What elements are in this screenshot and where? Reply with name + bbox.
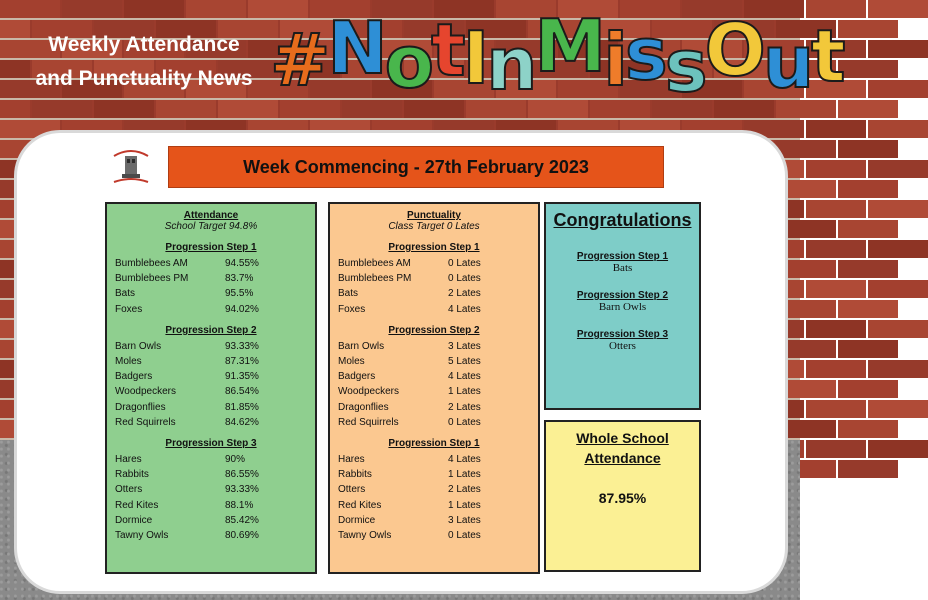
punctuality-row [338, 497, 530, 512]
attendance-row [115, 415, 307, 430]
punctuality-value: 1 Lates [448, 386, 481, 398]
brick [868, 120, 928, 138]
brick [0, 0, 60, 18]
attendance-row [115, 256, 307, 271]
attendance-value: 95.5% [225, 288, 254, 300]
congrats-class: Otters [609, 340, 636, 352]
week-commencing-banner: Week Commencing - 27th February 2023 [168, 146, 664, 188]
brick [838, 100, 898, 118]
class-name: Moles [115, 356, 142, 368]
brick [806, 200, 866, 218]
brick [868, 160, 928, 178]
brick [806, 280, 866, 298]
hashtag-letter: t [431, 8, 463, 92]
whole-school-title-line-1: Whole School [576, 430, 669, 446]
punctuality-row [338, 482, 530, 497]
brick [838, 180, 898, 198]
punctuality-step-heading: Progression Step 1 [388, 437, 480, 449]
brick [838, 60, 898, 78]
congrats-class: Bats [612, 262, 633, 274]
punctuality-row [338, 415, 530, 430]
class-name: Rabbits [338, 469, 372, 481]
brick [806, 120, 866, 138]
class-name: Bumblebees PM [338, 273, 412, 285]
class-name: Tawny Owls [338, 529, 392, 541]
class-name: Barn Owls [338, 340, 385, 352]
class-name: Hares [115, 453, 142, 465]
congrats-item [546, 251, 699, 274]
brick [806, 360, 866, 378]
whole-school-panel [544, 420, 701, 572]
class-name: Dragonflies [115, 401, 166, 413]
punctuality-value: 4 Lates [448, 371, 481, 383]
brick [124, 0, 184, 18]
attendance-row [115, 497, 307, 512]
brick [868, 280, 928, 298]
class-name: Tawny Owls [115, 529, 169, 541]
class-name: Woodpeckers [338, 386, 399, 398]
punctuality-value: 1 Lates [448, 469, 481, 481]
punctuality-row [338, 369, 530, 384]
punctuality-row [338, 384, 530, 399]
attendance-row [115, 286, 307, 301]
punctuality-value: 1 Lates [448, 499, 481, 511]
class-name: Red Squirrels [338, 416, 399, 428]
brick [838, 20, 898, 38]
attendance-value: 94.55% [225, 258, 259, 270]
brick [32, 100, 92, 118]
punctuality-row [338, 400, 530, 415]
heading-line-1: Weekly Attendance [48, 33, 240, 56]
class-name: Rabbits [115, 469, 149, 481]
punctuality-row [338, 271, 530, 286]
brick [838, 460, 898, 478]
punctuality-row [338, 256, 530, 271]
punctuality-title: Punctuality [407, 210, 461, 221]
congrats-step: Progression Step 2 [576, 290, 669, 301]
attendance-row [115, 339, 307, 354]
punctuality-value: 0 Lates [448, 529, 481, 541]
class-name: Dormice [115, 514, 153, 526]
attendance-value: 93.33% [225, 340, 259, 352]
punctuality-row [338, 302, 530, 317]
brick [868, 360, 928, 378]
class-name: Bats [115, 288, 136, 300]
hashtag-letter: n [486, 22, 535, 106]
punctuality-row [338, 286, 530, 301]
congrats-item [546, 290, 699, 313]
congratulations-title: Congratulations [553, 210, 692, 230]
brick [156, 100, 216, 118]
hashtag-letter: I [462, 16, 487, 100]
attendance-value: 86.54% [225, 386, 259, 398]
brick [868, 0, 928, 18]
congrats-class: Barn Owls [598, 301, 647, 313]
school-crest-icon [110, 146, 152, 186]
brick [868, 240, 928, 258]
brick [806, 240, 866, 258]
attendance-value: 93.33% [225, 484, 259, 496]
attendance-step-heading: Progression Step 2 [165, 324, 257, 336]
brick [838, 260, 898, 278]
congratulations-panel [544, 202, 701, 410]
brick [838, 140, 898, 158]
attendance-value: 90% [225, 453, 246, 465]
punctuality-groups [338, 242, 530, 543]
brick [62, 0, 122, 18]
attendance-value: 87.31% [225, 356, 259, 368]
congrats-step: Progression Step 1 [576, 251, 669, 262]
congrats-item [546, 329, 699, 352]
newsletter-heading [14, 28, 274, 96]
class-name: Foxes [115, 303, 143, 315]
punctuality-target: Class Target 0 Lates [388, 221, 480, 232]
brick [806, 320, 866, 338]
attendance-value: 83.7% [225, 273, 254, 285]
class-name: Red Kites [115, 499, 159, 511]
hashtag-letter: t [811, 14, 843, 98]
attendance-panel [105, 202, 317, 574]
whole-school-title-line-2: Attendance [584, 450, 661, 466]
class-name: Bumblebees AM [115, 258, 188, 270]
class-name: Dormice [338, 514, 376, 526]
punctuality-panel [328, 202, 540, 574]
hashtag-logo [270, 4, 843, 125]
attendance-row [115, 467, 307, 482]
attendance-value: 94.02% [225, 303, 259, 315]
brick [806, 400, 866, 418]
attendance-row [115, 271, 307, 286]
brick [806, 160, 866, 178]
hashtag-letter: i [603, 18, 625, 102]
hashtag-letter: M [534, 4, 604, 88]
hashtag-letter: s [624, 12, 665, 96]
brick [218, 100, 278, 118]
class-name: Barn Owls [115, 340, 162, 352]
attendance-row [115, 384, 307, 399]
hashtag-letter: u [762, 20, 812, 104]
attendance-value: 88.1% [225, 499, 254, 511]
attendance-value: 85.42% [225, 514, 259, 526]
class-name: Bumblebees AM [338, 258, 411, 270]
attendance-row [115, 354, 307, 369]
punctuality-value: 5 Lates [448, 356, 481, 368]
attendance-row [115, 513, 307, 528]
attendance-value: 81.85% [225, 401, 259, 413]
brick [838, 220, 898, 238]
punctuality-value: 2 Lates [448, 288, 481, 300]
hashtag-letter: s [664, 24, 705, 108]
attendance-row [115, 302, 307, 317]
attendance-value: 86.55% [225, 469, 259, 481]
punctuality-value: 4 Lates [448, 453, 481, 465]
class-name: Otters [338, 484, 366, 496]
attendance-row [115, 482, 307, 497]
brick [94, 100, 154, 118]
class-name: Red Kites [338, 499, 382, 511]
brick [0, 100, 30, 118]
punctuality-step-heading: Progression Step 1 [388, 242, 480, 253]
class-name: Red Squirrels [115, 416, 176, 428]
punctuality-value: 0 Lates [448, 258, 481, 270]
hashtag-letter: N [327, 6, 385, 90]
attendance-value: 84.62% [225, 416, 259, 428]
whole-school-value: 87.95% [598, 490, 647, 506]
punctuality-row [338, 452, 530, 467]
punctuality-value: 4 Lates [448, 303, 481, 315]
brick [776, 140, 836, 158]
brick [868, 440, 928, 458]
brick [868, 320, 928, 338]
punctuality-value: 2 Lates [448, 484, 481, 496]
attendance-row [115, 400, 307, 415]
brick [806, 440, 866, 458]
attendance-step-heading: Progression Step 1 [165, 242, 257, 253]
class-name: Woodpeckers [115, 386, 176, 398]
hashtag-letter: o [384, 20, 432, 104]
brick [868, 80, 928, 98]
class-name: Hares [338, 453, 365, 465]
punctuality-value: 0 Lates [448, 273, 481, 285]
attendance-row [115, 528, 307, 543]
hashtag-letter: O [704, 8, 763, 92]
brick [868, 40, 928, 58]
punctuality-row [338, 354, 530, 369]
brick [868, 400, 928, 418]
class-name: Bumblebees PM [115, 273, 189, 285]
punctuality-row [338, 339, 530, 354]
attendance-groups [115, 242, 307, 543]
punctuality-row [338, 467, 530, 482]
class-name: Foxes [338, 303, 366, 315]
punctuality-value: 3 Lates [448, 514, 481, 526]
class-name: Bats [338, 288, 359, 300]
punctuality-step-heading: Progression Step 2 [388, 324, 480, 336]
attendance-row [115, 452, 307, 467]
class-name: Badgers [338, 371, 376, 383]
brick [838, 300, 898, 318]
attendance-step-heading: Progression Step 3 [165, 437, 257, 449]
brick [838, 420, 898, 438]
attendance-value: 80.69% [225, 529, 259, 541]
punctuality-row [338, 528, 530, 543]
attendance-value: 91.35% [225, 371, 259, 383]
brick [838, 340, 898, 358]
hashtag-letter: # [270, 18, 328, 102]
punctuality-value: 0 Lates [448, 416, 481, 428]
whole-school-title [546, 428, 699, 468]
brick [868, 200, 928, 218]
brick [838, 380, 898, 398]
attendance-row [115, 369, 307, 384]
punctuality-row [338, 513, 530, 528]
punctuality-value: 2 Lates [448, 401, 481, 413]
heading-line-2: and Punctuality News [35, 67, 253, 90]
congrats-step: Progression Step 3 [576, 329, 669, 340]
punctuality-value: 3 Lates [448, 340, 481, 352]
class-name: Badgers [115, 371, 153, 383]
class-name: Moles [338, 356, 365, 368]
attendance-title: Attendance [183, 210, 239, 221]
school-logo [110, 146, 152, 186]
class-name: Otters [115, 484, 143, 496]
attendance-target: School Target 94.8% [164, 221, 258, 232]
brick [186, 0, 246, 18]
class-name: Dragonflies [338, 401, 389, 413]
